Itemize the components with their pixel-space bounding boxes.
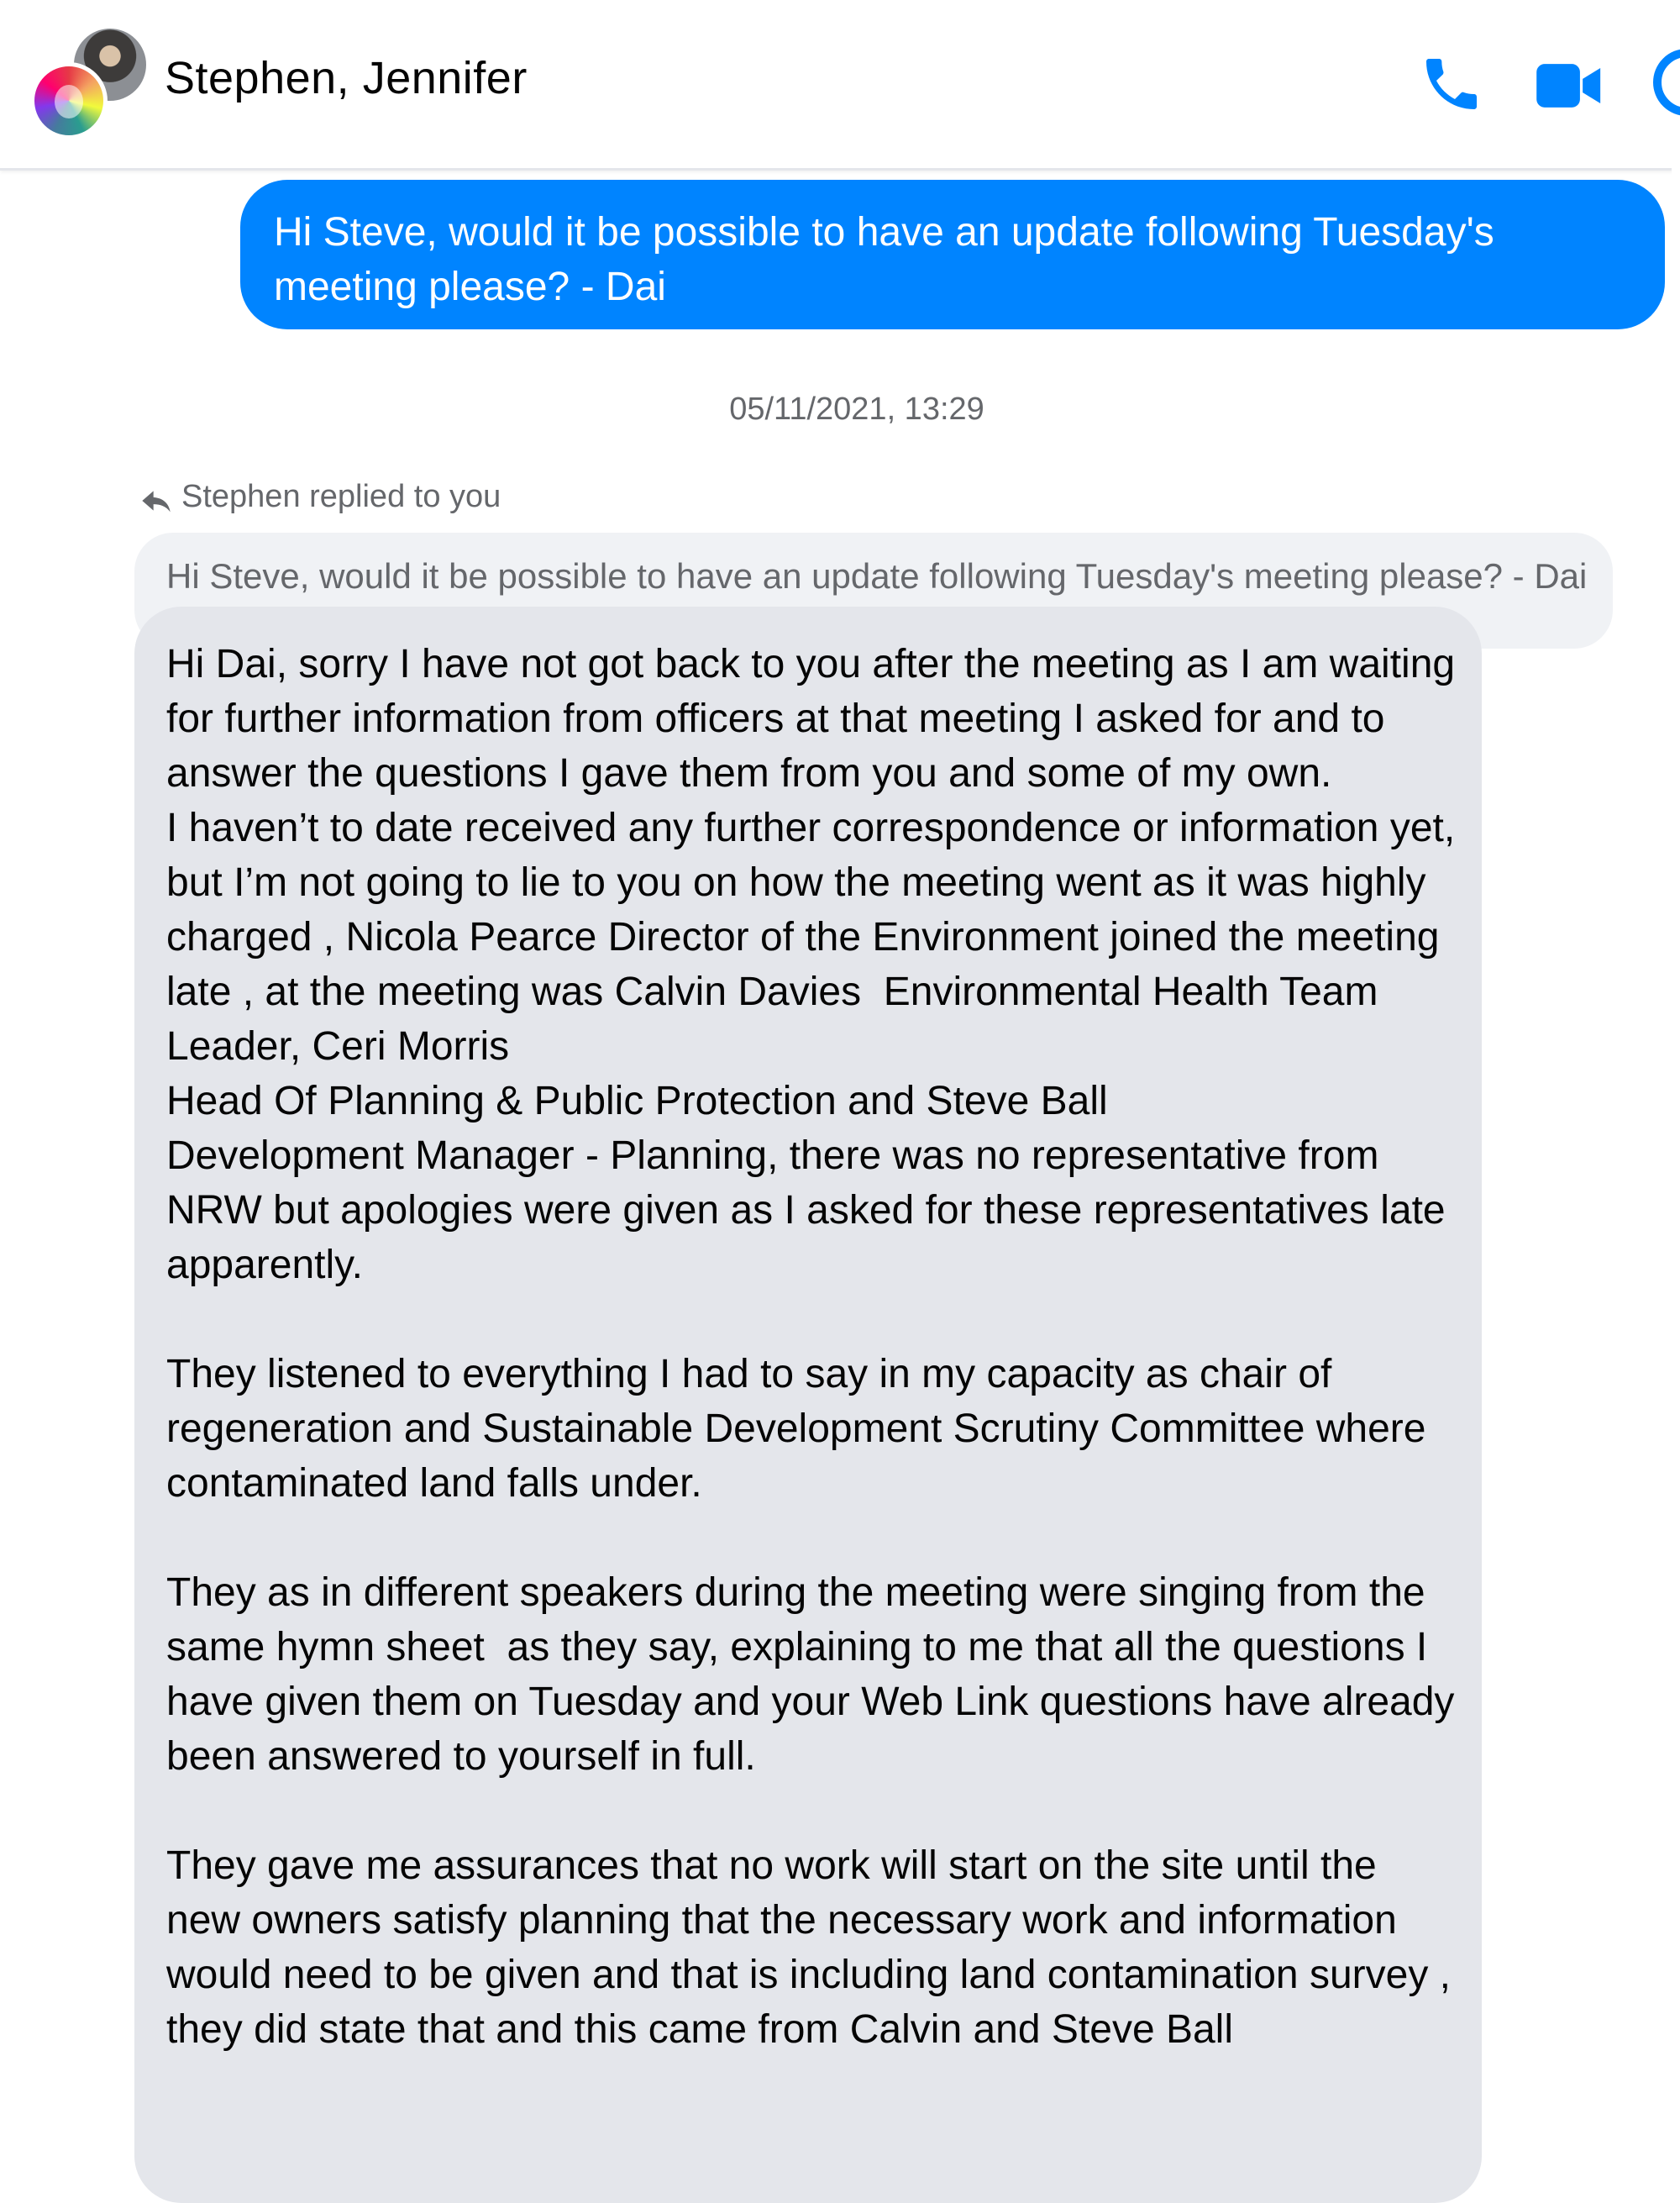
quoted-message-text: Hi Steve, would it be possible to have an update following Tuesday's meeting please? - Dai	[166, 556, 1588, 596]
incoming-message-text: Hi Dai, sorry I have not got back to you after the meeting as I am waiting for further information from officers at that meeting I asked for and to answer the questions I gave them from you and some of my own. I haven’t to date received any further correspondence or information yet, but I’m not going to lie to you on how the meeting went as it was highly charged , Nicola Pearce Director of the Environment joined the meeting late , at the meeting was Calvin Davies Environmental Health Team Leader, Ceri Morris Head Of Planning & Public Protection and Steve Ball Development Manager - Planning, there was no representative from NRW but apologies were given as I asked for these representatives late apparently. They listened to everything I had to say in my capacity as chair of regeneration and Sustainable Development Scrutiny Committee where contaminated land falls under. They as in different speakers during the meeting were singing from the same hymn sheet as they say, explaining to me that all the questions I have given them on Tuesday and your Web Link questions have already been answered to yourself in full. They gave me assurances that no work will start on the site until the new owners satisfy planning that the necessary work and information would need to be given and that is including land contamination survey , they did state that and this came from Calvin and Steve Ball	[166, 642, 1456, 2052]
group-avatar[interactable]	[30, 25, 148, 143]
outgoing-message-text: Hi Steve, would it be possible to have an update following Tuesday's meeting please? - Dai	[274, 210, 1494, 309]
outgoing-message-bubble[interactable]	[240, 180, 1665, 329]
conversation-title[interactable]: Stephen, Jennifer	[165, 53, 528, 103]
window-edge	[1672, 168, 1680, 2092]
message-timestamp: 05/11/2021, 13:29	[729, 392, 984, 427]
info-icon[interactable]	[1653, 49, 1680, 116]
conversation-header	[0, 0, 1680, 171]
avatar-jennifer	[30, 62, 108, 139]
reply-arrow-icon	[139, 486, 173, 516]
reply-label: Stephen replied to you	[181, 479, 501, 514]
phone-icon[interactable]	[1418, 50, 1485, 118]
video-icon[interactable]	[1534, 54, 1604, 118]
incoming-message-bubble[interactable]	[134, 607, 1482, 2203]
